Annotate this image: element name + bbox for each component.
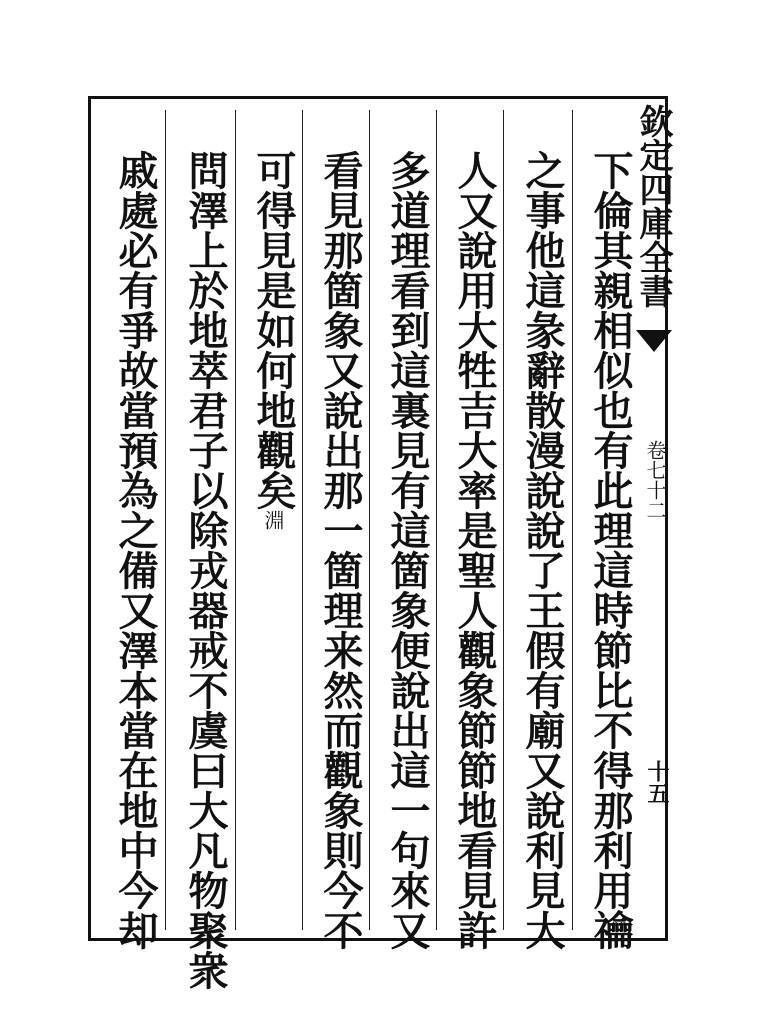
frame-left-border	[88, 96, 91, 941]
text-column-8: 戚處必有爭故當預為之備又澤本當在地中今却	[112, 150, 159, 950]
column-rule	[572, 110, 573, 930]
volume-label: 卷七十二	[643, 440, 667, 520]
text-column-1: 下倫其親相似也有此理這時節比不得那利用禴	[587, 150, 634, 950]
text-column-2: 之事他這彖辭散漫說說了王假有廟又說利見大	[519, 150, 566, 950]
page-number: 十五	[644, 760, 670, 804]
text-column-3: 人又說用大牲吉大率是聖人觀象節節地看見許	[451, 150, 498, 950]
text-column-5: 看見那箇象又說出那一箇理来然而觀象則今不	[317, 150, 364, 950]
text-column-6-main: 可得見是如何地觀矣	[250, 150, 297, 510]
book-title: 欽定四庫全書	[633, 104, 673, 308]
text-column-4: 多道理看到這裏見有這箇象便說出這一句來又	[384, 150, 431, 950]
text-column-6	[243, 150, 303, 530]
text-column-6-note: 淵	[261, 510, 285, 530]
column-rule	[165, 110, 166, 930]
fish-tail-mark	[636, 330, 672, 352]
column-rule	[235, 110, 236, 930]
frame-top-border	[88, 96, 668, 99]
text-column-7: 問澤上於地萃君子以除戎器戒不虞曰大凡物聚衆	[182, 150, 229, 990]
